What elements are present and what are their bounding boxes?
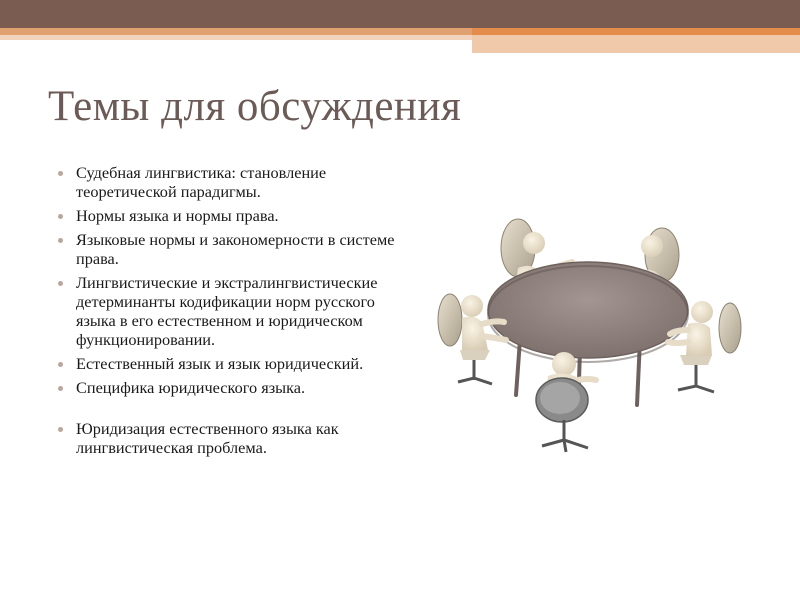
bullet-text: Языковые нормы и закономерности в системе права. — [76, 230, 395, 268]
bullet-text: Нормы языка и нормы права. — [76, 206, 279, 225]
bullet-dot-icon — [58, 386, 63, 391]
list-item — [56, 273, 406, 349]
list-item — [56, 419, 406, 457]
bullet-dot-icon — [58, 281, 63, 286]
slide-title: Темы для обсуждения — [48, 83, 462, 130]
bullet-dot-icon — [58, 238, 63, 243]
list-item — [56, 378, 406, 397]
table-top — [488, 262, 688, 358]
bullet-dot-icon — [58, 362, 63, 367]
list-item — [56, 230, 406, 268]
header-stripe-light — [0, 35, 472, 40]
chair-front — [536, 378, 588, 452]
bullet-dot-icon — [58, 427, 63, 432]
header-stripe-right — [472, 35, 800, 53]
bullet-text: Судебная лингвистика: становление теоретической парадигмы. — [76, 163, 327, 201]
list-item — [56, 206, 406, 225]
bullet-text: Лингвистические и экстралингвистические детерминанты кодификации норм русского языка в его естественном и юридическом функционировании. — [76, 273, 378, 349]
header-stripe-accent — [472, 28, 800, 35]
bullet-dot-icon — [58, 214, 63, 219]
bullet-text: Юридизация естественного языка как лингвистическая проблема. — [76, 419, 339, 457]
header-band — [0, 0, 800, 28]
list-item — [56, 163, 406, 201]
bullet-dot-icon — [58, 171, 63, 176]
round-table-meeting-illustration — [430, 210, 750, 460]
bullet-list — [56, 163, 406, 462]
bullet-text: Естественный язык и язык юридический. — [76, 354, 364, 373]
bullet-text: Специфика юридического языка. — [76, 378, 306, 397]
list-item — [56, 354, 406, 373]
